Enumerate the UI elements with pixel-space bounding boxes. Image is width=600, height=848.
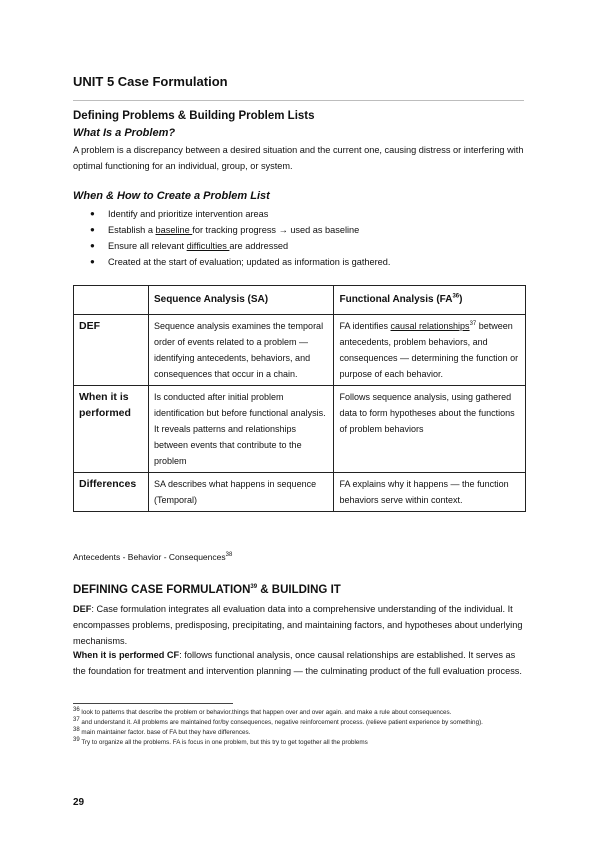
row-header-when: When it is performed	[74, 386, 149, 473]
list-item-text-pre: Establish a	[108, 225, 156, 235]
footnote-text: look to patterns that describe the problem or behavior.things that happen over and over again. and make a rule about consequences.	[79, 709, 452, 716]
cell-def-fa-underlined: causal relationships	[390, 321, 470, 331]
table-row	[74, 315, 526, 386]
footnote-ref-39: 39	[250, 584, 258, 591]
footnote-number: 37	[73, 716, 80, 723]
cell-def-fa-post: between antecedents, problem behaviors, and consequences — determining the function or purpose of each behavior.	[339, 321, 519, 379]
title-divider	[73, 100, 524, 101]
heading-text-post: & BUILDING IT	[257, 584, 341, 596]
problem-definition-paragraph: A problem is a discrepancy between a desired situation and the current one, causing distress or interfering with optimal functioning for an individual, group, or system.	[73, 145, 524, 171]
section-heading-case-formulation	[73, 584, 341, 596]
bullet-icon: ●	[90, 225, 95, 234]
cell-def-fa	[334, 315, 526, 386]
table-corner-cell	[74, 286, 149, 315]
list-item-text-post: for tracking progress → used as baseline	[192, 225, 360, 235]
bullet-icon: ●	[90, 241, 95, 250]
footnote-37	[73, 718, 525, 728]
list-item-text-post: are addressed	[229, 241, 289, 251]
cf-def-text: : Case formulation integrates all evaluation data into a comprehensive understanding of the individual. It encompasses problems, predisposing, precipitating, and maintaining factors, and hypotheses about underlying mechanisms.	[73, 604, 523, 646]
list-item-text: Created at the start of evaluation; updated as information is gathered.	[108, 257, 391, 267]
list-item	[73, 206, 525, 222]
bullet-icon: ●	[90, 257, 95, 266]
row-header-differences: Differences	[74, 473, 149, 512]
list-item	[73, 254, 525, 270]
list-item-text-pre: Ensure all relevant	[108, 241, 187, 251]
footnote-text: main maintainer factor. base of FA but they have differences.	[79, 729, 251, 736]
footnotes	[73, 708, 525, 748]
footnote-text: and understand it. All problems are maintained for/by consequences, negative reinforcement process. (relieve patient experience by something).	[79, 719, 483, 726]
footnote-text: Try to organize all the problems. FA is focus in one problem, but this try to get together all the problems	[79, 739, 368, 746]
sa-fa-comparison-table	[73, 285, 526, 512]
table-row	[74, 386, 526, 473]
abc-line	[73, 552, 232, 562]
problem-list-bullets	[73, 206, 525, 270]
cell-when-sa: Is conducted after initial problem identification but before functional analysis. It reveals patterns and relationships between events that contribute to the problem	[148, 386, 334, 473]
cell-def-fa-pre: FA identifies	[339, 321, 391, 331]
footnote-38	[73, 728, 525, 738]
column-header-fa-text: Functional Analysis (FA	[339, 294, 453, 305]
subheading-problem-list: When & How to Create a Problem List	[73, 190, 270, 202]
footnote-36	[73, 708, 525, 718]
cell-def-sa: Sequence analysis examines the temporal order of events related to a problem —identifying antecedents, behaviors, and consequences that occur in a chain.	[148, 315, 334, 386]
list-item-underlined: difficulties	[186, 241, 230, 251]
page-number: 29	[73, 797, 85, 808]
footnote-39	[73, 738, 525, 748]
table-row	[74, 473, 526, 512]
footnote-ref-38: 38	[225, 552, 233, 559]
table-header-row	[74, 286, 526, 315]
list-item	[73, 238, 525, 254]
cf-when-label: When it is performed CF	[73, 650, 180, 660]
unit-title: UNIT 5 Case Formulation	[73, 74, 228, 89]
list-item-text: Identify and prioritize intervention areas	[108, 209, 269, 219]
footnote-ref-37: 37	[469, 321, 477, 327]
cf-definition-paragraph	[73, 601, 525, 649]
row-header-def: DEF	[74, 315, 149, 386]
footnote-number: 39	[73, 736, 80, 743]
cf-when-paragraph	[73, 647, 525, 679]
abc-text: Antecedents - Behavior - Consequences	[73, 552, 226, 562]
footnote-ref-36: 36	[452, 293, 460, 300]
column-header-sa: Sequence Analysis (SA)	[148, 286, 334, 315]
list-item	[73, 222, 525, 238]
column-header-fa	[334, 286, 526, 315]
subheading-what-is-problem: What Is a Problem?	[73, 127, 176, 139]
heading-text-pre: DEFINING CASE FORMULATION	[73, 584, 251, 596]
section-heading-problems: Defining Problems & Building Problem Lists	[73, 110, 315, 122]
bullet-icon: ●	[90, 209, 95, 218]
footnote-number: 36	[73, 706, 80, 713]
footnote-divider	[73, 703, 233, 704]
list-item-underlined: baseline	[155, 225, 193, 235]
cf-def-label: DEF	[73, 604, 92, 614]
cell-diff-sa: SA describes what happens in sequence (Temporal)	[148, 473, 334, 512]
footnote-number: 38	[73, 726, 80, 733]
cell-when-fa: Follows sequence analysis, using gathered data to form hypotheses about the functions of problem behaviors	[334, 386, 526, 473]
cell-diff-fa: FA explains why it happens — the function behaviors serve within context.	[334, 473, 526, 512]
column-header-fa-close: )	[459, 294, 463, 305]
cf-when-text: : follows functional analysis, once causal relationships are established. It serves as the foundation for treatment and intervention planning — the culminating product of the full evaluation process.	[73, 650, 522, 676]
